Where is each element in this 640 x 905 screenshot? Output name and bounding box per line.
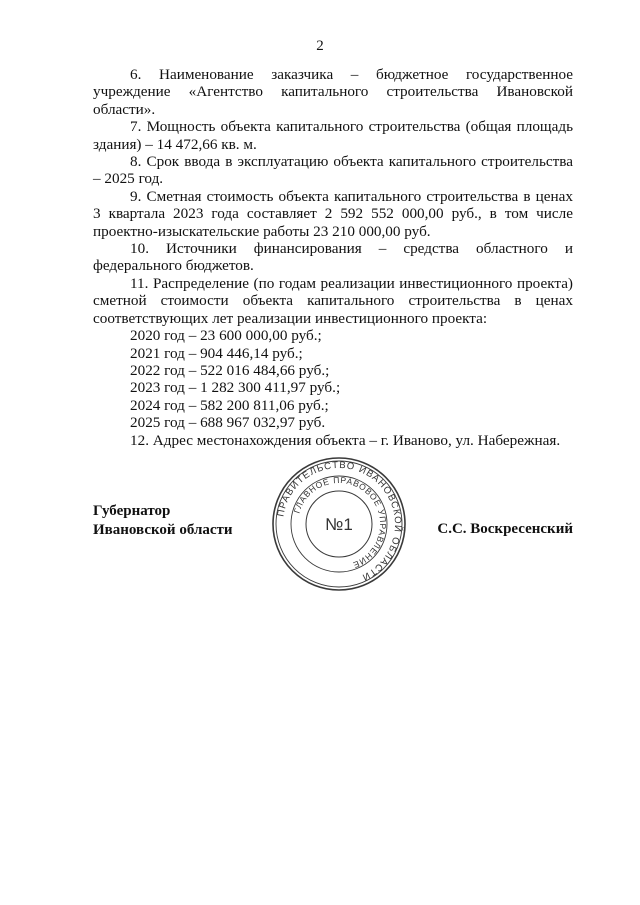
signatory-name: С.С. Воскресенский xyxy=(437,521,573,537)
seal-inner-text: ГЛАВНОЕ ПРАВОВОЕ УПРАВЛЕНИЕ xyxy=(291,474,389,571)
year-line-2025: 2025 год – 688 967 032,97 руб. xyxy=(130,414,326,432)
year-line-2020: 2020 год – 23 600 000,00 руб.; xyxy=(130,327,322,345)
signatory-title-line-1: Губернатор xyxy=(93,503,171,519)
page-number: 2 xyxy=(316,38,324,54)
signatory-title xyxy=(93,502,233,540)
official-seal-icon xyxy=(270,455,408,593)
paragraph-6: 6. Наименование заказчика – бюджетное государственное учреждение «Агентство капитального строительства Ивановской области». xyxy=(93,66,573,118)
seal-number: №1 xyxy=(325,515,353,534)
seal-outer-text: ПРАВИТЕЛЬСТВО ИВАНОВСКОЙ ОБЛАСТИ xyxy=(275,459,404,583)
year-line-2023: 2023 год – 1 282 300 411,97 руб.; xyxy=(130,379,341,397)
paragraph-10: 10. Источники финансирования – средства областного и федерального бюджетов. xyxy=(93,240,573,275)
document-body xyxy=(93,66,573,449)
year-line-2022: 2022 год – 522 016 484,66 руб.; xyxy=(130,361,330,379)
year-line-2024: 2024 год – 582 200 811,06 руб.; xyxy=(130,396,329,414)
signatory-title-line-2: Ивановской области xyxy=(93,522,233,538)
paragraph-9: 9. Сметная стоимость объекта капитального строительства в ценах 3 квартала 2023 года составляет 2 592 552 000,00 руб., в том числе проектно-изыскательские работы 23 210 000,00 руб. xyxy=(93,187,573,240)
year-line-2021: 2021 год – 904 446,14 руб.; xyxy=(130,344,303,362)
paragraph-7: 7. Мощность объекта капитального строительства (общая площадь здания) – 14 472,66 кв. м. xyxy=(93,118,573,153)
paragraph-12: 12. Адрес местонахождения объекта – г. Иваново, ул. Набережная. xyxy=(130,431,561,449)
paragraph-8: 8. Срок ввода в эксплуатацию объекта капитального строительства – 2025 год. xyxy=(93,153,573,188)
paragraph-11: 11. Распределение (по годам реализации инвестиционного проекта) сметной стоимости объекта капитального строительства в ценах соответствующих лет реализации инвестиционного проекта: xyxy=(93,274,573,327)
